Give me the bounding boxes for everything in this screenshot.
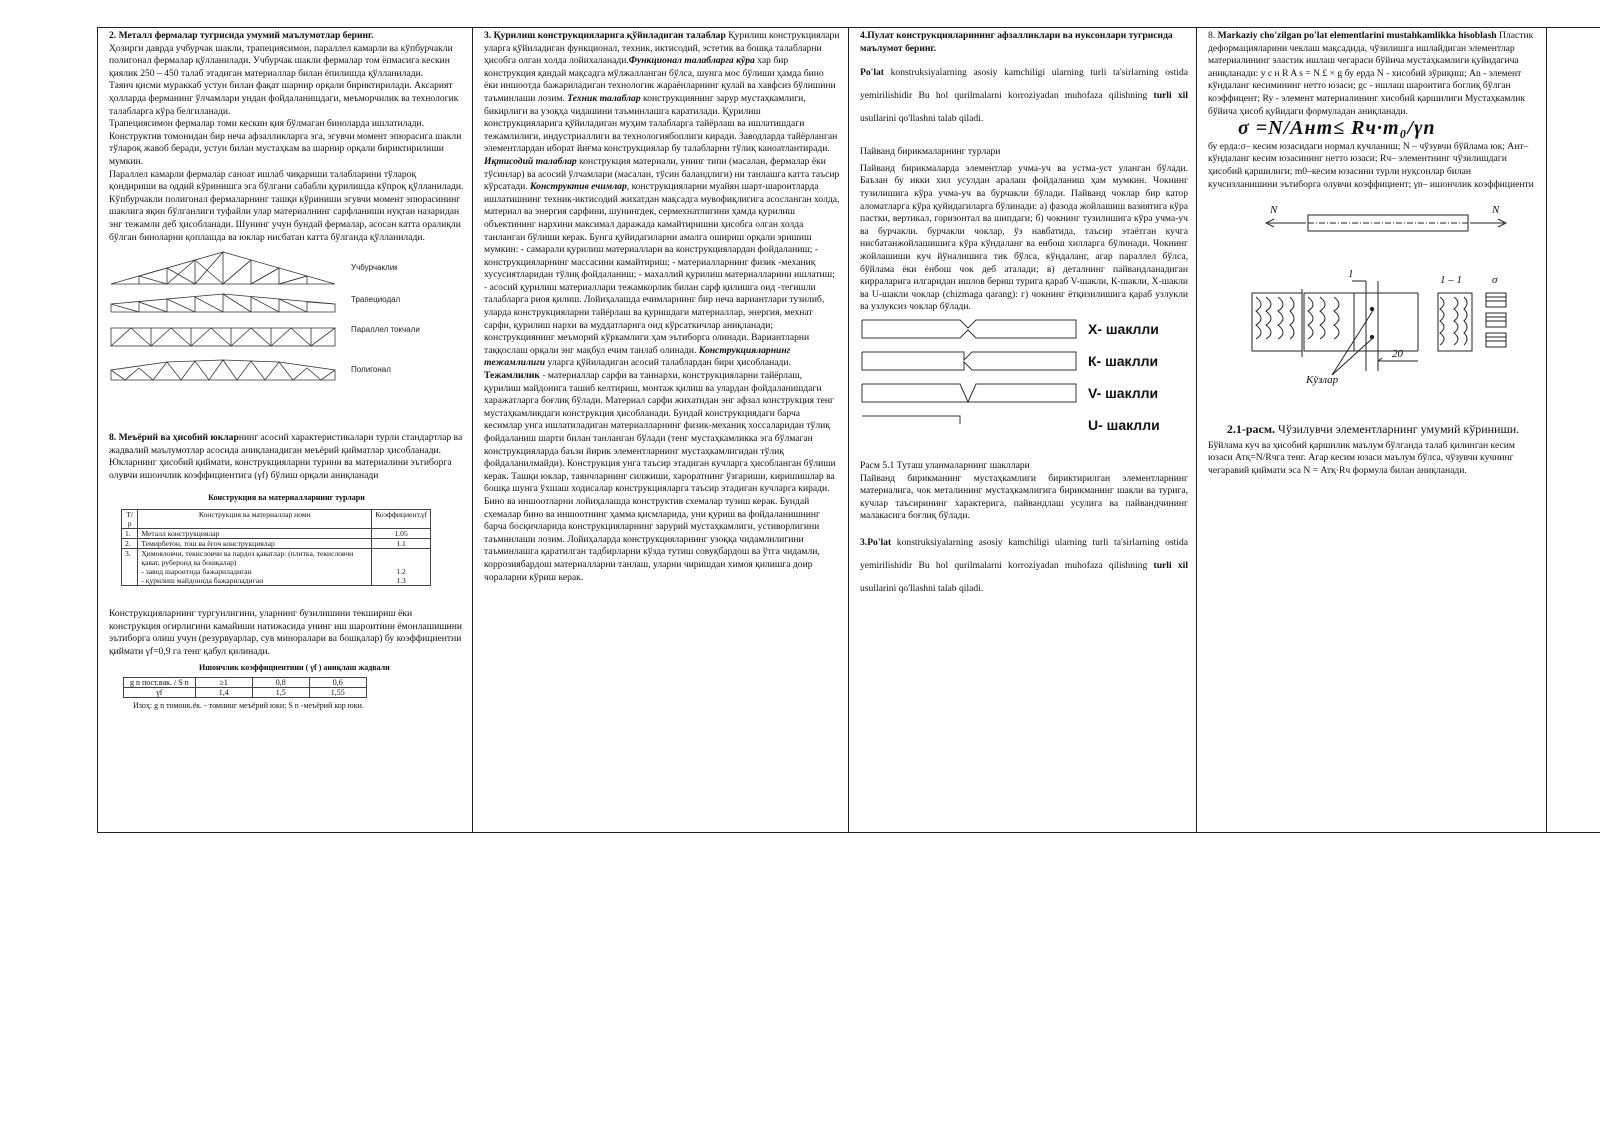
table-cell [122,567,138,576]
text: usullarini qo'llashni talab qiladi. [860,582,984,594]
weld-shape-label: Х- шаклли [1088,320,1159,337]
welds-label: Кўзлар [1306,374,1339,387]
text: уларга қўйиладиган асосий талаблардан бири ҳисобланади. [545,357,791,369]
section-mark: 1 [1348,268,1354,281]
coef-note: Изоҳ: g n томонк.ёк. - томнинг меъёрий юки; S n -меъёрий кор юки. [133,701,364,711]
paragraph: Ҳозирги даврда учбурчак шакли, трапециясимон, параллел камарли ва кўпбурчакли полигонал фермалар қўлланилади. Учбурчак шакли фермалар том ёпмасига кескин қиялик 250 – 450 талаб этадиган материаллар билан ёпилишда қўлланилади. [109,42,453,79]
paragraph: Трапециясимон фермалар томи кескин қия бўлмаган биноларда ишлатилади. Конструктив томонидан бир неча афзалликларга эга, эгувчи момент эпюрасига шакли тўлароқ жавоб беради, устун билан мустаҳкам ва шарнир орқали бириктирилиши мумкин. [109,118,462,167]
table-title: Конструкция ва материалларнинг турлари [208,493,365,503]
q3-title: 3. Қурилиш конструкцияларига қўйиладиган талаблар [484,30,726,41]
keyword: Конструктив ечимлар [530,181,627,193]
table-cell: 1,4 [195,688,252,698]
table-cell: 3. [122,549,138,568]
keyword: 3.Po'lat [860,536,892,548]
table-cell: 1. [122,529,138,539]
weld-paragraph: Пайванд бирикмаларда элементлар учма-уч ва устма-уст уланган бўлади. Баъзан бу икки хил усулдан аралаш фойдаланиш ҳам мумкин. Чокнинг тузилишига кўра учма-уч ва бурчакли бўлади. Пайванд чоклар бир катор аломатларга кўра қуйидагиларга бўлинади: а) фазода жойлашиш вазиятига кўра пастки, вертикал, горизонтал ва шипдаги; б) чокнинг тузилишига кўра учма-уч ва бурчакли. бурчакли чоклар, ўз навбатида, таъсир этаётган кучга нисбатанжойлашишига кўра кўндаланг ва енбош хилларга бўлинади. Чокнинг жойлашиши куч йўналишига тик бўлса, кўндаланг, агар параллел бўлса, бўйлама ёки ёнбош чок деб аталади; в) деталнинг пайвандланадиган кирраларига илгаридан ишлов бериш турига қараб V-шакли, К-шакли, Х-шакли ва U-шакли чоклар (chizmaga qarang): г) чокнинг ётқизилишига қараб узлукли ва узлуксиз чоклар бўлади. [860,162,1188,313]
coef-table [123,677,367,698]
q2-title: 2. Металл фермалар тугрисида умумий маълумотлар беринг. [109,30,374,41]
table-cell: 1.2 [372,567,431,576]
column-2 [473,28,849,832]
table-cell: 1.1 [372,539,431,549]
column-4 [1197,28,1547,832]
table-cell: g n пост.вак. / S n [124,678,196,688]
table-header: Коэффициент,γf [372,510,431,529]
table-row [124,688,367,698]
text: Қурилиш конструкциялари уларга қўйиладиган функционал, техник, иктисодий, эстетик ва бошқа талабларни ҳисобга олган холда лойихаланади. [484,30,840,67]
text: Пластик деформацияларини чеклаш мақсадида, чўзилишга ишлайдиган элементлар материалининг эластик ишлаш чегараси бўйича мустаҳкамлиги қуйидагича аниқланади: у с н R A s = N £ × g бу ерда N - хисобий зўриқиш; Аn - элемент кўндаланг кесимининг нетто юзаси; gс - ишлаш шароитига боглиқ бўлган коэффицент; Ry - элемент материалининг хисобий қаршилиги Мустаҳкамлик бўйича ҳисоб қуйидаги формуладан аниқланади. [1208,30,1534,117]
paragraph: Кўпбурчакли полигонал фермаларнинг ташқи кўриниши эгувчи момент эпюрасининг шаклига яқин бўлганлиги туфайли улар материалнинг сарфланиши нуқтаи назаридан энг тежамли деб ҳисобланади. Шунинг учун бундай фермалар, асосан катта оралиқли бўлган биноларни қоплашда ва юклар нисбатан катта бўлганда қўлланилади. [109,193,461,243]
table-cell [372,549,431,568]
table-row [122,567,431,576]
text: , конструкцияларни муайян шарт-шароитларда ишлатишнинг техник-иктисодий жихатдан мақсадга мувофиқлигига асосланган холда, материал ва энергия сарфини, шунингдек, сермехнатлигини ҳамда қурилиш объектининг нархини максимал даражада камайтиришни ҳисобга олган холда танланган бўлиши керак. Бунга қуйидагиларни амалга ошириш орқали эришиш мумкин: - самарали қурилиш материаллари ва конструкциялардан фойдаланиш; - конструкцияларнинг массасини камайтириш; - материалларнинг физик -механиқ хусусиятларидан тўлиқ фойдаланиш; - махаллий қурилиш материалларини ишлатиш; - асосий қурилиш материаллари тежамкорлик билан сарф қилишга оид -тегишли талабларга риоя қилиш. Лойиҳалашда ечимларнинг бир неча вариантлари тузилиб, уларда конструкцияларни тайёрлаш ва қуришдаги материаллар, энергия, мехнат сарфи, қурилиш нархи ва муддатларига оид кўрсаткичлар аниқланади; конструкциянинг меъморий кўркамлиги ҳам эътиборга олинади. Вариантларни таққослаш орқали энг мақбул ечим танлаб олинади. [484,181,840,356]
figure-caption: Расм 5.1 Туташ уланмаларнинг шакллари [860,459,1030,471]
column-5 [1547,28,1600,832]
paragraph: Параллел камарли фермалар саноат ишлаб чиқариши талабларини тўлароқ қондириши ва оддий кўринишга эга бўлгани сабабли қурилишда кўпроқ қўлланилади. [109,168,464,193]
truss-label: Трапециодал [351,295,401,305]
keyword: Конструкцияларнинг тежамлилиги [484,344,791,369]
column-3 [849,28,1197,832]
materials-table [121,509,431,586]
section-title: Markaziy cho'zilgan po'lat elementlarini mustahkamlikka hisoblash [1217,30,1497,41]
paragraph: Таянч қисми мураккаб устун билан фақат шарнир орқали бириктирилади. Аксарият ҳолларда ферманинг ўлчамлари ундан фойдаланишдаги, меъморчилик ва технологик талабларга кўра белгиланади. [109,80,459,117]
table-cell: 1.3 [372,576,431,586]
coef-table-title: Ишончлик коэффициентини ( γf ) аниқлаш жадвали [199,663,390,673]
text: konstruksiyalarning asosiy kamchiligi ularning turli ta'sirlarning ostida yemirilishidir Bu hol qurilmalarni korroziyadan muhofaza qilishning [860,67,1188,102]
keyword: Техник талаблар [567,92,641,104]
q3-paragraph [484,30,840,584]
weld-title: Пайванд бирикмаларнинг турлари [860,146,1001,158]
weld-shape-label: V- шаклли [1088,384,1159,401]
text: конструкция материали, унинг типи (масалан, фермалар ёки тўсинлар) ва асосий ўлчамлари (масалан, тўсин баландлиги) ни танлашга катта таъсир кўрсатади. [484,155,840,193]
text: konstruksiyalarning asosiy kamchiligi ularning turli ta'sirlarning ostida yemirilishidir Bu hol qurilmalarni korroziyadan muhofaza qilishning [860,536,1188,571]
q4-title: 4.Пулат конструкцияларининг афзалликлари ва нуксонлари тугрисида маълумот беринг. [860,30,1173,54]
document-sheet [97,27,1600,833]
force-label: N [1270,204,1278,217]
keyword: turli xil [1153,90,1188,102]
text: usullarini qo'llashni talab qiladi. [860,113,984,125]
table-cell: 0,8 [252,678,309,688]
table-cell: 1.05 [372,529,431,539]
table-cell: 2. [122,539,138,549]
keyword: turli xil [1153,559,1188,571]
section-label: 1 – 1 [1440,274,1462,287]
table-cell [122,576,138,586]
force-label: N [1492,204,1500,217]
paragraph: бу ерда:σ– кесим юзасидаги нормал кучланиш; N – чўзувчи бўйлама юк; Ант– кўндаланг кесим юзасининг нетто юзаси; Rч– элементнинг чўзилишдаги ҳисобий қаршилиги; m0–кесим юзасини турли нуқсонлар билан кучсизланишини эътиборга олувчи коэффициент; γn– ишончлик коэффициенти [1208,140,1534,190]
table-cell: γf [124,688,196,698]
table-cell: 1,5 [252,688,309,698]
table-cell: 1,55 [309,688,366,698]
q8-title: 8. Меъёрий ва ҳисобий юклар [109,432,239,444]
keyword: Иқтисодий талаблар [484,155,577,167]
q8-col4-paragraph [1208,30,1538,118]
figure-caption: 2.1-расм. Чўзилувчи элементларнинг умумий кўриниши. [1226,422,1520,437]
table-row [122,539,431,549]
polat-paragraph [860,531,1188,600]
table-cell: ≥1 [195,678,252,688]
q8-text: нинг асосий характеристикалари турли стандартлар ва жадвалий маълумотлар асосида аниқланадиган меъёрий қийматлар ҳисобланади. Юкларнинг ҳисобий қиймати, конструкцияларни турини ва материалини эътиборга олувчи ишончлик коэффициентига (γf) бўлиш орқали аниқланади [109,432,463,481]
table-row [122,576,431,586]
truss-label: Полигонал [351,365,391,375]
table-cell: Темирбетон, тош ва ёғоч конструкциялар [138,539,372,549]
keyword: Po'lat [860,67,884,79]
paragraph: Конструкцияларнинг тургунлигини, уларнинг бузилишини текшириш ёки конструкция огирлигини камайиши натижасида унинг иш шароитини ёмонлашишини эътиборга олиш учун (резурвуарлар, сув миноралари ва бошқалар) бу коэффициентни қиймати γf=0,9 га тенг қабул қилинади. [109,608,463,657]
paragraph: Бўйлама куч ва ҳисобий қаршилик маълум бўлганда талаб қилинган кесим юзаси Атқ=N/Rчга тенг. Агар кесим юзаси маълум бўлса, чўзувчи кучнинг чегаравий қиймати эса N = Атқ·Rч формула билан аниқланади. [1208,439,1515,476]
table-header: Конструкция ва материаллар номи [138,510,372,529]
keyword: Тежамлилик [484,370,540,382]
column-1 [98,28,473,832]
text: конструкциянинг зарур мустаҳкамлиги, бикирлиги ва узоқҳа чидашини таъминлашга каратилади. Қурилиш конструкцияларига қўйиладиган муҳим талабларга тайёрлаш ва ишлатишдаги тежамлилиги, индустриаллиги ва технологиябоплиги киради. Заводларда тайёрланган элементлардан иборат йиғма конструкциялар бу талабларни тўлиқ каноатлантиради. [484,92,838,155]
table-cell: Ҳимояловчи, текисловчи ва пардоз қаватлар: (плитка, текисловчи қават, рубероид ва бошқалар) [138,549,372,568]
paragraph: Пайванд бирикманинг мустаҳкамлиги бириктирилган элементларнинг материалига, чок металининг мустаҳкамлигига бирикманинг шакли ва турига, кучлар таъсирининг характерига, пайвандлаш усулига ва пайвандчининг малакасига боғлиқ бўлади. [860,472,1188,522]
weld-shapes-figure [860,318,1180,448]
truss-types-figure [109,250,449,410]
weld-shape-label: U- шаклли [1088,416,1160,433]
weld-shape-label: К- шаклли [1088,352,1159,369]
text: - материаллар сарфи ва таннархи, конструкцияларни тайёрлаш, қурилиш майдонига ташиб келтириш, монтаж қилиш ва улардан фойдаланишдаги харажатларга боғлиқ бўлади. Материал сарфи жихатидан энг афзал конструкция тенг мустаҳкамликдаги конструкция ҳисобланади. Бундай конструкциядаги барча кесимлар унга ишлатиладиган материалларнинг физик-механиқ хоссаларидан тўлиқ фойдаланиш шарти билан танланган бўлади (тенг мустаҳкамликка эга бўлмаган конструкцияларда баъзи йирик элементларнинг мустаҳкамлигидан тўлиқ фойдаланилмайди). Конструкция унга таъсир этадиган кучларга ҳисобланган бўлиши керак. Ташқи юклар, таянчларнинг силжиши, хароратнинг ўзгариши, киришишлар ва бошқа шунга ўхшаш ходисалар конструкцияларга таъсир этадиган кучларга киради. Бино ва иншоотларни лойиҳалашда конструктив схемалар тузиш керак. Бундай схемалар бино ва иншоотнинг ҳамма қисмларида, уни қуриш ва фойдаланишнинг барча босқичларида конструкцияларнинг зарурий мустаҳкамлиги, устиворлигини таъминлаши лозим. Лойиҳаларда конструкцияларнинг узоққа чидамлилигини таъминлашга қаратилган тадбирларни кўзда тутиш совуқбардош ва ўтга чидамли, коррозиябардош материалларни танлаш, уларни чиришдан химоя қилишга доир чораларни кўриш керак. [484,370,836,583]
table-row [124,678,367,688]
table-cell: Металл конструкциялар [138,529,372,539]
truss-label: Параллел токчали [351,325,420,335]
dimension-label: 20 [1392,348,1403,361]
text: хар бир конструкция қандай мақсадга мўлжалланган бўлса, шунга мос бўлиши ҳамда бино ёки иншоотда бажариладиган технологик жараёнларнинг қулай ва хавфсиз бўлишини таъминлаши лозим. [484,55,836,104]
truss-label: Учбурчаклик [351,263,398,273]
number: 8. [1208,30,1218,41]
table-cell: - завод шароитида бажариладиган [138,567,372,576]
stress-label: σ [1492,274,1498,287]
table-header-row [122,510,431,529]
tension-element-figure [1248,201,1547,421]
table-header: Т/р [122,510,138,529]
table-cell: 0,6 [309,678,366,688]
table-cell: - қурилиш майдонида бажариладиган [138,576,372,586]
polat-paragraph [860,61,1188,130]
table-row [122,549,431,568]
table-row [122,529,431,539]
q8-paragraph [109,432,464,482]
formula: σ =N/Aнт≤ Rч·m₀/γn [1238,117,1436,140]
keyword: Функционал талабларга кўра [628,55,755,67]
